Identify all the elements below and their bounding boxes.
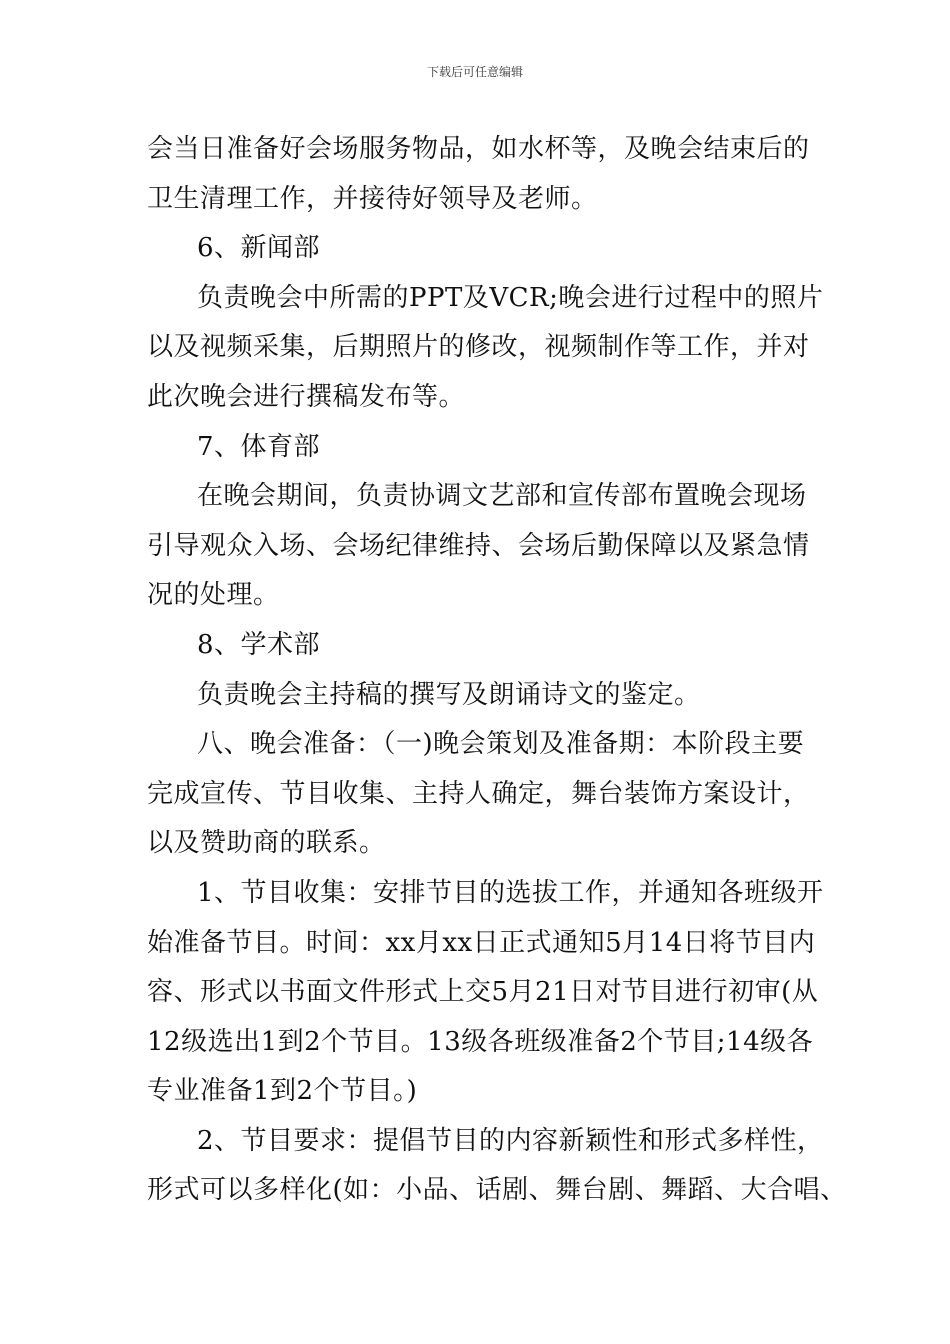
text-line: 形式可以多样化(如：小品、话剧、舞台剧、舞蹈、大合唱、 [147,1175,847,1206]
text-line: 容、形式以书面文件形式上交5月21日对节目进行初审(从 [147,977,819,1008]
text-line: 专业准备1到2个节目。) [147,1076,418,1107]
section-heading-academic: 8、学术部 [197,629,321,660]
text-line: 始准备节目。时间：xx月xx日正式通知5月14日将节目内 [147,927,816,958]
text-line: 以及赞助商的联系。 [147,828,386,859]
section-heading-preparation: 八、晚会准备：（一)晚会策划及准备期：本阶段主要 [197,729,805,760]
text-line: 卫生清理工作，并接待好领导及老师。 [147,183,598,214]
section-heading-sports: 7、体育部 [197,431,321,462]
text-line: 负责晚会中所需的PPT及VCR;晚会进行过程中的照片 [197,282,824,313]
text-line: 负责晚会主持稿的撰写及朗诵诗文的鉴定。 [197,679,701,710]
page-header: 下载后可任意编辑 [426,65,523,79]
text-line: 引导观众入场、会场纪律维持、会场后勤保障以及紧急情 [147,530,810,561]
document-body [147,125,847,1216]
text-line: 此次晚会进行撰稿发布等。 [147,381,466,412]
section-heading-news: 6、新闻部 [197,233,321,264]
text-line: 1、节目收集：安排节目的选拔工作，并通知各班级开 [197,877,824,908]
text-line: 在晚会期间，负责协调文艺部和宣传部布置晚会现场 [197,481,807,512]
text-line: 完成宣传、节目收集、主持人确定，舞台装饰方案设计， [147,778,810,809]
text-line: 会当日准备好会场服务物品，如水杯等，及晚会结束后的 [147,134,810,164]
text-line: 以及视频采集，后期照片的修改，视频制作等工作，并对 [147,332,810,363]
text-line: 况的处理。 [147,580,280,611]
text-line: 2、节目要求：提倡节目的内容新颖性和形式多样性， [197,1125,824,1156]
text-line: 12级选出1到2个节目。13级各班级准备2个节目;14级各 [147,1026,814,1057]
